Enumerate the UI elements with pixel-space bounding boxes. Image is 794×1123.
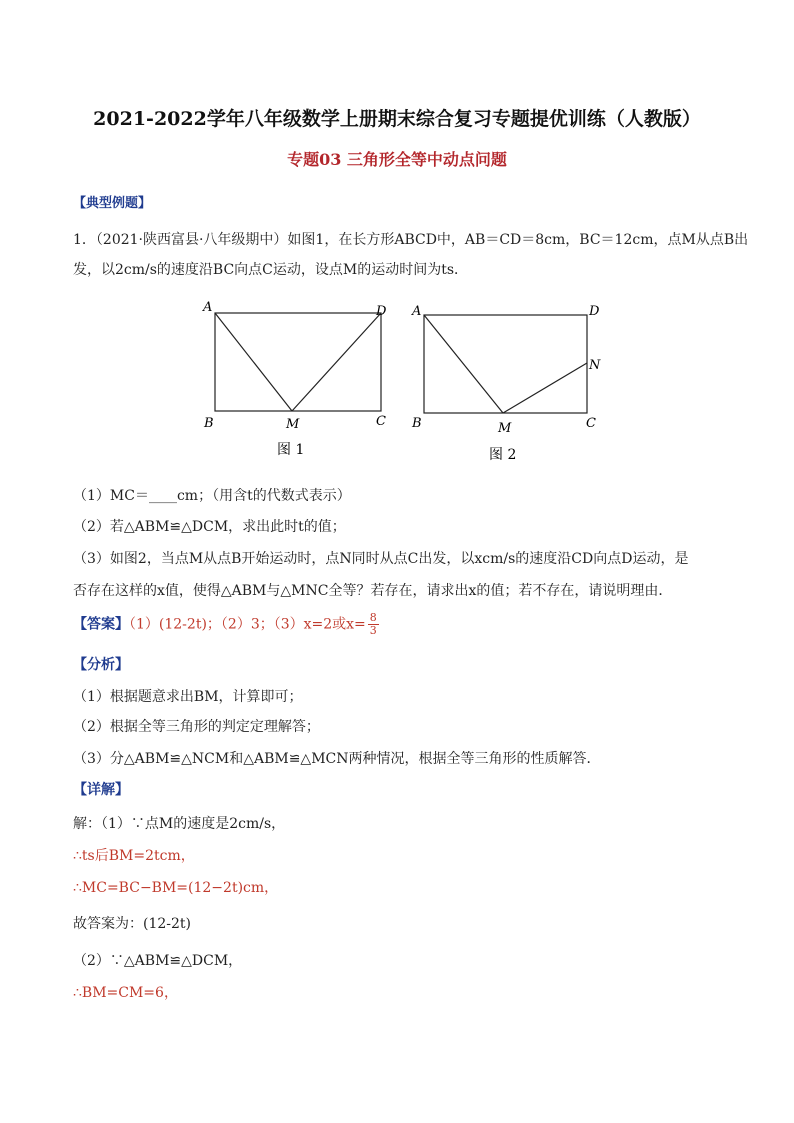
answer-line [73, 612, 379, 637]
question-1: （1）MC＝____cm；（用含t的代数式表示） [73, 488, 351, 504]
fraction-numerator: 8 [369, 611, 377, 624]
label-b: B [204, 416, 214, 431]
figure-1-caption: 图 1 [277, 442, 305, 458]
answer-label: 【答案】 [73, 616, 129, 633]
label-b: B [412, 416, 422, 431]
segment-am [424, 315, 503, 413]
answer-fraction [368, 612, 379, 637]
figure-1 [195, 296, 395, 466]
analysis-1: （1）根据题意求出BM，计算即可； [73, 689, 303, 705]
detail-5: （2）∵△ABM≌△DCM， [73, 953, 243, 969]
label-c: C [376, 414, 386, 429]
detail-label: 【详解】 [73, 782, 129, 798]
analysis-3: （3）分△ABM≌△NCM和△ABM≌△MCN两种情况，根据全等三角形的性质解答． [73, 751, 601, 767]
segment-mn [503, 363, 587, 413]
label-n: N [589, 358, 601, 373]
label-c: C [586, 416, 596, 431]
detail-1: 解：（1）∵点M的速度是2cm/s， [73, 816, 286, 832]
segment-md [292, 313, 381, 411]
label-d: D [376, 304, 387, 319]
segment-am [215, 313, 292, 411]
fraction-denominator: 3 [369, 624, 377, 637]
label-m: M [286, 417, 300, 432]
detail-6: ∴BM=CM=6， [73, 985, 178, 1001]
question-3-line-1: （3）如图2，当点M从点B开始运动时，点N同时从点C出发，以xcm/s的速度沿CD向点D运动，是 [73, 551, 689, 567]
document-title: 2021-2022学年八年级数学上册期末综合复习专题提优训练（人教版） [93, 108, 701, 130]
label-m: M [498, 421, 512, 436]
topic-subtitle: 专题03 三角形全等中动点问题 [287, 150, 507, 169]
rectangle-abcd [424, 315, 587, 413]
question-3-line-2: 否存在这样的x值，使得△ABM与△MNC全等？若存在，请求出x的值；若不存在，请说明理由． [73, 583, 673, 599]
label-a: A [203, 300, 213, 315]
label-a: A [412, 304, 422, 319]
problem-line-2: 发，以2cm/s的速度沿BC向点C运动，设点M的运动时间为ts． [73, 262, 469, 278]
figure-2-caption: 图 2 [489, 447, 517, 463]
question-2: （2）若△ABM≌△DCM，求出此时t的值； [73, 519, 346, 535]
analysis-label: 【分析】 [73, 657, 129, 673]
figure-2 [404, 296, 614, 471]
detail-4: 故答案为：(12-2t) [73, 916, 192, 932]
problem-line-1: 1．（2021·陕西富县·八年级期中）如图1，在长方形ABCD中，AB＝CD＝8cm，BC＝12cm，点M从点B出 [73, 232, 749, 248]
detail-2: ∴ts后BM=2tcm， [73, 848, 195, 864]
analysis-2: （2）根据全等三角形的判定定理解答； [73, 719, 320, 735]
rectangle-abcd [215, 313, 381, 411]
label-d: D [589, 304, 600, 319]
answer-text: （1）(12-2t)；（2）3；（3）x=2或x= [129, 616, 366, 633]
detail-3: ∴MC=BC−BM=(12−2t)cm， [73, 880, 279, 896]
section-tag: 【典型例题】 [73, 196, 152, 211]
